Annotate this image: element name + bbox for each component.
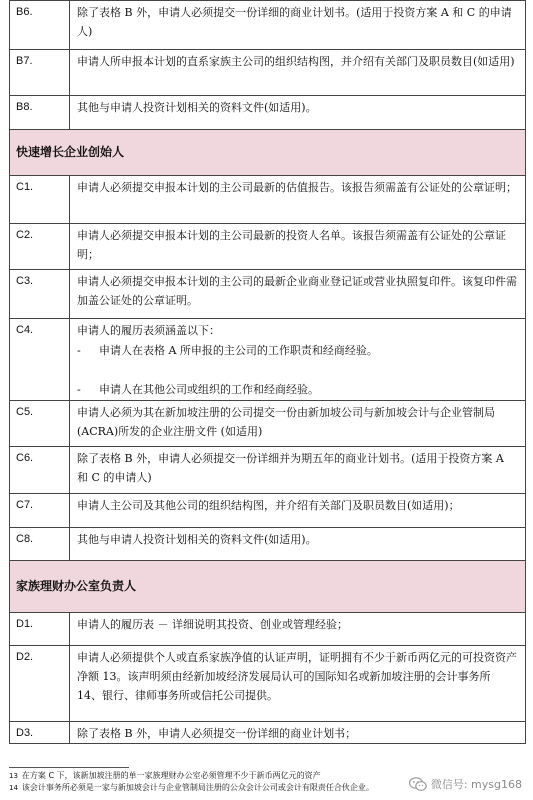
table-row bbox=[10, 176, 526, 224]
list-item bbox=[77, 341, 518, 360]
row-text: 申请人必须提交申报本计划的主公司的最新企业商业登记证或营业执照复印件。该复印件需加盖公证处的公章证明。 bbox=[70, 270, 526, 319]
table-row bbox=[10, 494, 526, 528]
section-title: 快速增长企业创始人 bbox=[10, 130, 526, 176]
row-text: 其他与申请人投资计划相关的资料文件(如适用)。 bbox=[70, 96, 526, 130]
footnote-text: 该会计事务所必须是一家与新加坡会计与企业管制局注册的公众会计公司或会计有限责任合伙企业。 bbox=[21, 783, 374, 792]
row-code: C8. bbox=[10, 528, 70, 561]
row-text: 申请人必须提交申报本计划的主公司最新的投资人名单。该报告须需盖有公证处的公章证明； bbox=[70, 224, 526, 270]
row-code: D1. bbox=[10, 613, 70, 646]
list-item-text: 申请人在其他公司或组织的工作和经商经验。 bbox=[99, 383, 319, 396]
row-text: 申请人必须为其在新加坡注册的公司提交一份由新加坡公司与新加坡会计与企业管制局(ACRA)所发的企业注册文件 (如适用) bbox=[70, 401, 526, 447]
row-code: B6. bbox=[10, 1, 70, 50]
row-code: C2. bbox=[10, 224, 70, 270]
wechat-watermark bbox=[406, 775, 525, 793]
row-text: 申请人所申报本计划的直系家族主公司的组织结构图，并介绍有关部门及职员数目(如适用) bbox=[70, 50, 526, 96]
wechat-icon bbox=[409, 777, 427, 792]
section-header bbox=[10, 561, 526, 613]
row-text: 除了表格 B 外，申请人必须提交一份详细并为期五年的商业计划书。(适用于投资方案 A 和 C 的申请人) bbox=[70, 447, 526, 494]
row-code: C7. bbox=[10, 494, 70, 528]
footnote-number: 14 bbox=[9, 784, 18, 792]
watermark-label: 微信号: mysg168 bbox=[430, 778, 522, 791]
row-text: 申请人必须提交申报本计划的主公司最新的估值报告。该报告须需盖有公证处的公章证明； bbox=[70, 176, 526, 224]
requirements-table bbox=[9, 0, 526, 744]
section-header bbox=[10, 130, 526, 176]
table-row bbox=[10, 401, 526, 447]
row-text: 申请人的履历表须涵盖以下： bbox=[77, 324, 220, 337]
row-text: 申请人的履历表 － 详细说明其投资、创业或管理经验； bbox=[70, 613, 526, 646]
table-row bbox=[10, 722, 526, 744]
row-code: D2. bbox=[10, 646, 70, 722]
table-row bbox=[10, 447, 526, 494]
table-row bbox=[10, 96, 526, 130]
row-code: B8. bbox=[10, 96, 70, 130]
row-code: C4. bbox=[10, 319, 70, 401]
row-text-block bbox=[70, 319, 526, 401]
row-code: C1. bbox=[10, 176, 70, 224]
table-row bbox=[10, 646, 526, 722]
row-code: C3. bbox=[10, 270, 70, 319]
row-text: 除了表格 B 外，申请人必须提交一份详细的商业计划书； bbox=[70, 722, 526, 744]
footnote-number: 13 bbox=[9, 772, 18, 780]
dash-bullet: - bbox=[77, 344, 81, 357]
table-row bbox=[10, 613, 526, 646]
row-text: 申请人主公司及其他公司的组织结构图，并介绍有关部门及职员数目(如适用)； bbox=[70, 494, 526, 528]
table-row bbox=[10, 270, 526, 319]
table-row bbox=[10, 528, 526, 561]
table-row bbox=[10, 1, 526, 50]
list-item-text: 申请人在表格 A 所申报的主公司的工作职责和经商经验。 bbox=[99, 344, 378, 357]
row-text: 除了表格 B 外，申请人必须提交一份详细的商业计划书。(适用于投资方案 A 和 C 的申请人) bbox=[70, 1, 526, 50]
row-code: B7. bbox=[10, 50, 70, 96]
list-item bbox=[77, 380, 518, 399]
footnote-text: 在方案 C 下，该新加坡注册的单一家族理财办公室必须管理不少于新币两亿元的资产 bbox=[21, 771, 321, 780]
section-title: 家族理财办公室负责人 bbox=[10, 561, 526, 613]
dash-bullet: - bbox=[77, 383, 81, 396]
footnote-divider bbox=[9, 767, 129, 768]
row-code: D3. bbox=[10, 722, 70, 744]
table-row bbox=[10, 224, 526, 270]
table-row bbox=[10, 319, 526, 401]
row-code: C5. bbox=[10, 401, 70, 447]
row-text: 其他与申请人投资计划相关的资料文件(如适用)。 bbox=[70, 528, 526, 561]
row-code: C6. bbox=[10, 447, 70, 494]
table-row bbox=[10, 50, 526, 96]
row-text: 申请人必须提供个人或直系家族净值的认证声明，证明拥有不少于新币两亿元的可投资资产净额 13。该声明须由经新加坡经济发展局认可的国际知名或新加坡注册的会计事务所 14、银行、律师事务所或信托公司提供。 bbox=[70, 646, 526, 722]
